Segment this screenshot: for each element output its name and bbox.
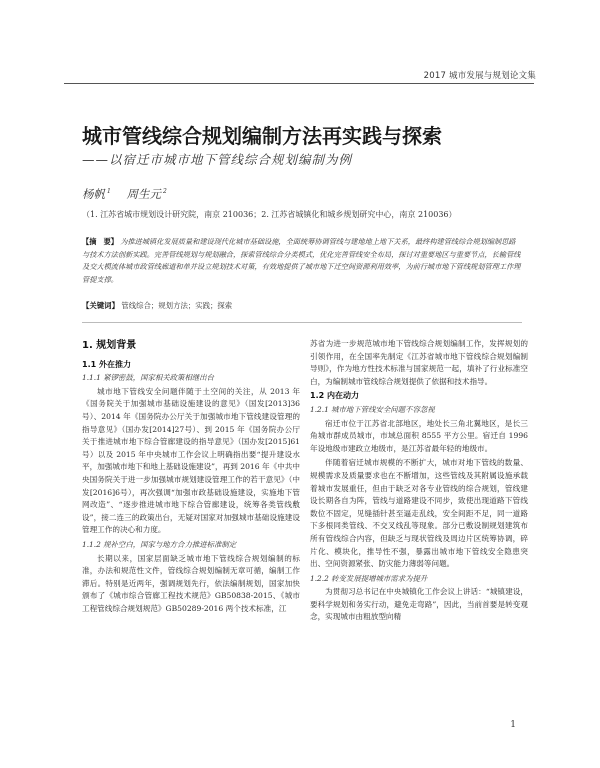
author-mark: 1 bbox=[107, 188, 111, 196]
section-heading: 1. 规划背景 bbox=[82, 340, 137, 351]
abstract-text: 为推进城镇化发展质量和建设现代化城市基础设施，全面统筹协调管线与建地地上地下关系，最终构建管线综合规划编制思路与技术方法创新实践。完善管线规划与规划融合，探索管线综合分类模式，优化完善管线安全布局，探讨对重要地区与重要节点，长输管线及交大模流体城市政管线廊道和单并设立规划技术对策，有效地提供了城市地下迁空间资源利用效率，为前行城市地下管线规划管理工作理管提支撑。 bbox=[82, 237, 521, 284]
subsection-heading: 1.2 内在动力 bbox=[310, 391, 359, 401]
subsubsection-heading: 1.1.2 规补空白，国家与地方合力推进标准制定 bbox=[82, 539, 237, 549]
body-paragraph: 伴随着宿迁城市规模的不断扩大，城市对地下管线的数量、规模需求及质量要求也在不断增加，这些管线及其附属设施承载着城市发展重任，但由于缺乏对各专业管线的综合规划，管线建设长期各自为阵，管线与道路建设不同步，致使出现道路下管线数位不固定，见缝插针甚至逼走乱线，安全间距不足，同一道路下多根同类管线、不交叉线乱等现象。部分已敷设制规划建筑布所有管线综合内容，但缺乏与现状管线及周边片区统筹协调，碎片化、模块化，推导性不强，暴露出城市地下管线安全隐患突出、空间资源紧张、防灾能力薄弱等问题。 bbox=[310, 458, 528, 569]
author-mark: 2 bbox=[162, 188, 167, 196]
subsubsection-heading: 1.1.1 紧锣密鼓，国家相关政策相继出台 bbox=[82, 373, 215, 383]
author-name: 周生元 bbox=[126, 187, 161, 201]
subsection-heading: 1.1 外在推力 bbox=[82, 359, 131, 369]
abstract-label: 【摘 要】 bbox=[82, 237, 118, 246]
running-header: 2017 城市发展与规划论文集 bbox=[423, 71, 536, 81]
paper-subtitle: ——以宿迁市城市地下管线综合规划编制为例 bbox=[82, 152, 353, 167]
author-name: 杨帆 bbox=[82, 187, 105, 201]
body-paragraph: 为贯彻习总书记在中央城镇化工作会议上讲话：“城镇建设，要科学规划和务实行动，避免走弯路”，因此，当前首要是转变观念，实现城市由粗放型向精 bbox=[310, 587, 528, 622]
body-paragraph: 城市地下管线安全问题伴随于土空间的关注，从 2013 年《国务院关于加强城市基础设施建设的意见》（国发[2013]36号）、2014 年《国务院办公厅关于加强城市地下管线建设管理的指导意见》（国办发[2014]27号）、到 2015 年《国务院办公厅关于推进城市地下综合管廊建设的指导意见》（国办发[2015]61号）以及 2015 年中央城市工作会议上明确指出要“提升建设水平，加强城市地下和地上基础设施建设”，再到 2016 年《中共中央国务院关于进一步加强城市规划建设管理工作的若干意见》（中发[2016]6号），再次强调“加强市政基础设施建设，实施地下管网改造”、“逐步推进城市地下综合管廊建设，统筹各类管线敷设”，接二连三的政策出台，无疑对国家对加强城市基础设施建设管理工作的决心和力度。 bbox=[82, 386, 300, 535]
abstract bbox=[82, 236, 522, 286]
affiliation: （1. 江苏省城市规划设计研究院，南京 210036；2. 江苏省城镇化和城乡规划研究中心，南京 210036） bbox=[82, 210, 457, 219]
keywords-label: 【关键词】 bbox=[82, 301, 119, 310]
keywords bbox=[82, 300, 522, 311]
subsubsection-heading: 1.2.2 转变发展提增城市需求为提升 bbox=[310, 573, 428, 583]
page-number: 1 bbox=[510, 720, 516, 730]
body-paragraph: 苏省为进一步规范城市地下管线综合规划编制工作，发挥规划的引领作用，在全国率先制定《江苏省城市地下管线综合规划编制导则》，作为地方性技术标准与国家规范一起，填补了行业标准空白，为编制城市管线综合规划提供了依据和技术指导。 bbox=[310, 339, 528, 386]
keywords-text: 管线综合；规划方法；实践；探索 bbox=[121, 301, 233, 310]
author-list bbox=[82, 186, 179, 202]
body-paragraph: 长期以来，国家层面缺乏城市地下管线综合规划编制的标准，办法和规范性文件，管线综合规划编制无章可循，编制工作滞后。特别是近两年，强调规划先行，依法编制规划，国家加快颁布了《城市综合管廊工程技术规范》GB50838-2015、《城市工程管线综合规划规范》GB50289-2016 两个技术标准，江 bbox=[82, 553, 300, 613]
paper-title: 城市管线综合规划编制方法再实践与探索 bbox=[82, 124, 442, 148]
section-divider bbox=[82, 322, 522, 323]
left-column bbox=[82, 338, 300, 617]
header-rule bbox=[64, 83, 534, 84]
right-column bbox=[310, 338, 528, 626]
subsubsection-heading: 1.2.1 城市地下管线安全问题不容忽视 bbox=[310, 404, 435, 414]
body-paragraph: 宿迁市位于江苏省北部地区，地处长三角北翼地区，是长三角城市群成员城市，市域总面积 8555 平方公里。宿迁自 1996 年设地级市建政立地级市，是江苏省最年轻的地级市。 bbox=[310, 418, 528, 453]
